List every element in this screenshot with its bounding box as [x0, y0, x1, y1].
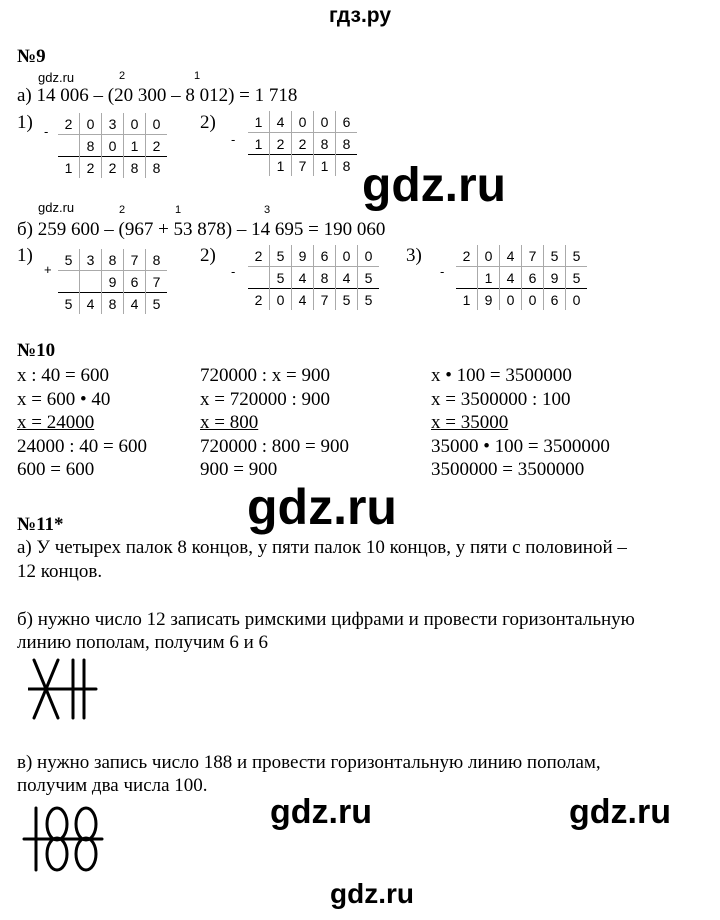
equation-check: 900 = 900 [200, 459, 278, 480]
equation-line: x : 40 = 600 [17, 365, 109, 386]
equation-check: 35000 • 100 = 3500000 [431, 436, 610, 457]
minus-sign: - [440, 264, 445, 279]
equation-line: x = 720000 : 900 [200, 389, 330, 410]
step-label: 3) [406, 245, 422, 266]
paragraph-line: 12 концов. [17, 561, 103, 582]
column-subtraction-9b-3: 2 0 4 7 5 5 1 4 6 9 5 1 9 0 0 6 0 [456, 245, 587, 310]
minus-sign: - [231, 264, 236, 279]
step-label: 2) [200, 245, 216, 266]
equation-answer: x = 35000 [431, 412, 509, 433]
watermark-footer: gdz.ru [330, 878, 414, 909]
step-label: 1) [17, 112, 33, 133]
column-subtraction-9b-2: 2 5 9 6 0 0 5 4 8 4 5 2 0 4 7 5 5 [248, 245, 379, 310]
task-9a-expression: а) 14 006 – (20 300 – 8 012) = 1 718 [17, 85, 298, 106]
paragraph-line: а) У четырех палок 8 концов, у пяти палок 10 концов, у пяти с половиной – [17, 537, 627, 558]
step-label: 1) [17, 245, 33, 266]
order-mark: 3 [264, 204, 271, 216]
watermark-large: gdz.ru [270, 793, 372, 831]
watermark-small: gdz.ru [38, 70, 75, 85]
watermark-large: gdz.ru [569, 793, 671, 831]
minus-sign: - [231, 132, 236, 147]
paragraph-line: в) нужно запись число 188 и провести горизонтальную линию пополам, [17, 752, 601, 773]
equation-line: x = 3500000 : 100 [431, 389, 571, 410]
task-11-title: №11* [17, 514, 64, 535]
equation-line: 720000 : x = 900 [200, 365, 330, 386]
watermark-small: gdz.ru [38, 200, 75, 215]
column-subtraction-9a-1: 2 0 3 0 0 8 0 1 2 1 2 2 8 8 [58, 113, 167, 178]
column-addition-9b-1: 5 3 8 7 8 9 6 7 5 4 8 4 5 [58, 249, 167, 314]
watermark-large: gdz.ru [362, 159, 506, 212]
site-header: гдз.ру [328, 4, 392, 27]
equation-check: 3500000 = 3500000 [431, 459, 585, 480]
order-mark: 2 [119, 70, 126, 82]
order-mark: 2 [119, 204, 126, 216]
column-subtraction-9a-2: 1 4 0 0 6 1 2 2 8 8 1 7 1 8 [248, 111, 357, 176]
task-9b-expression: б) 259 600 – (967 + 53 878) – 14 695 = 190 060 [17, 219, 386, 240]
equation-check: 720000 : 800 = 900 [200, 436, 349, 457]
plus-sign: + [44, 262, 52, 277]
minus-sign: - [44, 124, 49, 139]
order-mark: 1 [194, 70, 201, 82]
number-188-drawing [22, 802, 108, 874]
task-10-title: №10 [17, 340, 56, 361]
task-9-title: №9 [17, 46, 46, 67]
equation-answer: x = 800 [200, 412, 259, 433]
paragraph-line: линию пополам, получим 6 и 6 [17, 632, 269, 653]
equation-check: 24000 : 40 = 600 [17, 436, 147, 457]
roman-twelve-drawing [28, 656, 108, 722]
equation-line: x • 100 = 3500000 [431, 365, 572, 386]
equation-check: 600 = 600 [17, 459, 95, 480]
step-label: 2) [200, 112, 216, 133]
equation-answer: x = 24000 [17, 412, 95, 433]
paragraph-line: б) нужно число 12 записать римскими цифрами и провести горизонтальную [17, 609, 635, 630]
equation-line: x = 600 • 40 [17, 389, 111, 410]
watermark-large: gdz.ru [247, 479, 397, 535]
order-mark: 1 [175, 204, 182, 216]
paragraph-line: получим два числа 100. [17, 775, 208, 796]
